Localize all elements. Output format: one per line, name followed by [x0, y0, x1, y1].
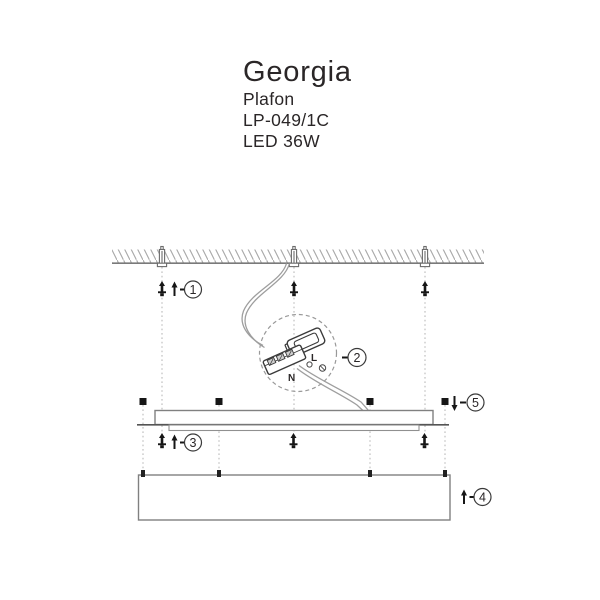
screw-icon [158, 433, 166, 448]
screw-head-icon [216, 398, 223, 405]
lamp-mount-tick [368, 470, 372, 477]
lamp-mount-tick [217, 470, 221, 477]
mounting-plate [137, 411, 449, 431]
wire-strand [245, 264, 289, 348]
screw-icon [421, 433, 429, 448]
screw-head-icon [140, 398, 147, 405]
lamp-mount-tick [443, 470, 447, 477]
screw-head-icon [367, 398, 374, 405]
wire-strand [299, 366, 369, 411]
screw-icon [421, 281, 429, 296]
terminal-connector [263, 327, 326, 384]
lamp-body [139, 470, 451, 520]
plate-body [155, 411, 433, 425]
callout-number: 1 [189, 282, 197, 297]
screw-icon [290, 281, 298, 296]
callout-number: 3 [189, 435, 197, 450]
plate-inner-lip [169, 425, 419, 431]
product-model: LP-049/1C [243, 110, 330, 130]
callout-5 [452, 394, 485, 411]
up-arrow-head [172, 282, 178, 288]
screw-icon [158, 281, 166, 296]
up-arrow-head [461, 490, 467, 496]
callout-2 [342, 349, 366, 367]
label-live: L [311, 353, 318, 364]
product-type: Plafon [243, 89, 295, 109]
callout-3 [172, 434, 202, 451]
callout-number: 4 [479, 490, 486, 505]
product-name: Georgia [243, 56, 352, 88]
up-arrow-head [172, 435, 178, 441]
screw-head-icon [442, 398, 449, 405]
label-neutral: N [288, 373, 296, 384]
lamp-mount-tick [141, 470, 145, 477]
callout-number: 5 [472, 395, 479, 410]
callout-4 [461, 489, 491, 506]
callout-1 [172, 281, 202, 298]
down-arrow-head [452, 405, 458, 411]
product-power: LED 36W [243, 131, 320, 151]
ceiling-hatch [112, 250, 484, 263]
callout-number: 2 [353, 350, 361, 365]
screw-icon [290, 433, 298, 448]
ceiling [112, 250, 484, 264]
lamp-shade [139, 475, 451, 520]
